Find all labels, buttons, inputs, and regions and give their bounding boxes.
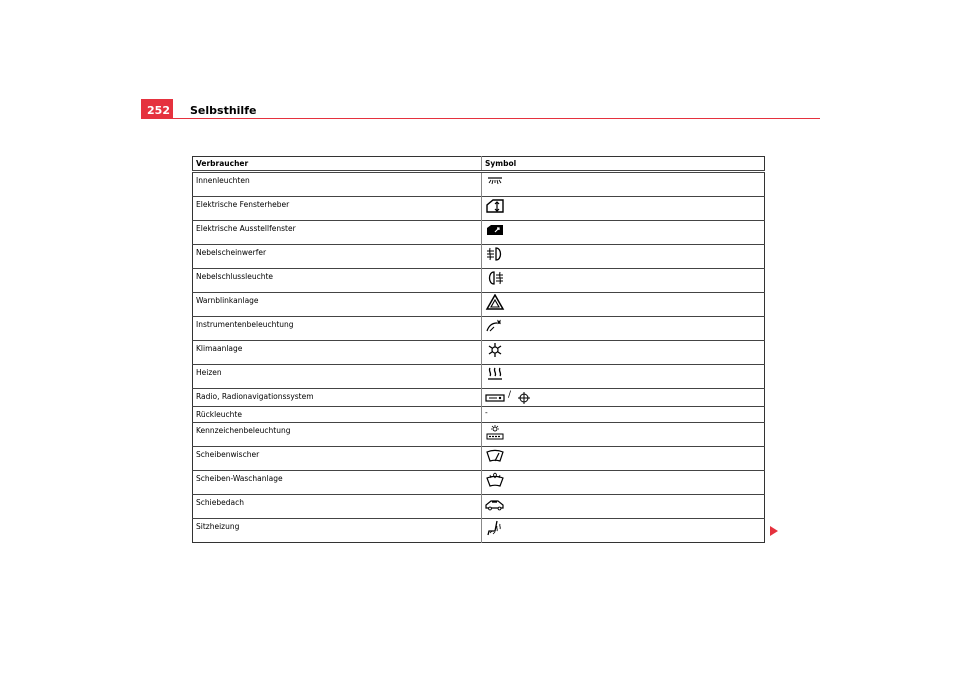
table-row — [193, 423, 765, 447]
table-row — [193, 389, 765, 407]
hazard-icon — [485, 294, 505, 310]
washer-icon — [485, 472, 505, 488]
power-window-icon — [485, 198, 505, 214]
table-row — [193, 317, 765, 341]
ac-icon — [485, 342, 505, 358]
symbol-cell — [482, 341, 765, 365]
consumer-name: Klimaanlage — [193, 341, 482, 365]
header-rule — [141, 118, 820, 119]
symbol-cell — [482, 269, 765, 293]
consumer-name: Heizen — [193, 365, 482, 389]
column-header-symbol: Symbol — [482, 157, 765, 172]
symbol-cell — [482, 293, 765, 317]
table-row — [193, 245, 765, 269]
next-page-arrow-icon — [770, 526, 778, 536]
table-row — [193, 341, 765, 365]
consumer-name: Rückleuchte — [193, 407, 482, 423]
consumer-name: Scheibenwischer — [193, 447, 482, 471]
fog-light-icon — [485, 246, 505, 262]
symbol-cell — [482, 519, 765, 543]
consumer-name: Warnblinkanlage — [193, 293, 482, 317]
rear-fog-light-icon — [485, 270, 505, 286]
symbol-separator: / — [508, 390, 512, 400]
symbol-text: - — [482, 407, 765, 423]
page-title: Selbsthilfe — [190, 104, 257, 117]
sunroof-icon — [485, 496, 505, 512]
consumer-name: Schiebedach — [193, 495, 482, 519]
consumer-name: Scheiben-Waschanlage — [193, 471, 482, 495]
table-row — [193, 519, 765, 543]
symbol-cell — [482, 172, 765, 197]
consumer-name: Elektrische Ausstellfenster — [193, 221, 482, 245]
symbol-cell — [482, 221, 765, 245]
consumer-name: Innenleuchten — [193, 172, 482, 197]
table-row — [193, 407, 765, 423]
table-row — [193, 447, 765, 471]
symbol-cell — [482, 389, 765, 407]
page-number: 252 — [141, 99, 173, 118]
table-row — [193, 365, 765, 389]
table-row — [193, 172, 765, 197]
consumer-name: Nebelschlussleuchte — [193, 269, 482, 293]
table-row — [193, 293, 765, 317]
instrument-light-icon — [485, 318, 505, 334]
symbol-cell — [482, 245, 765, 269]
symbol-cell — [482, 365, 765, 389]
radio-icon — [485, 390, 505, 406]
seat-heating-icon — [485, 520, 505, 536]
symbol-cell — [482, 447, 765, 471]
table-row — [193, 495, 765, 519]
table-row — [193, 269, 765, 293]
interior-light-icon — [485, 174, 505, 190]
table-row — [193, 471, 765, 495]
consumer-name: Sitzheizung — [193, 519, 482, 543]
vent-window-icon — [485, 222, 505, 238]
consumer-name: Instrumentenbeleuchtung — [193, 317, 482, 341]
license-plate-light-icon — [485, 424, 505, 440]
consumer-name: Elektrische Fensterheber — [193, 197, 482, 221]
consumer-name: Radio, Radionavigationssystem — [193, 389, 482, 407]
consumer-name: Kennzeichenbeleuchtung — [193, 423, 482, 447]
consumer-name: Nebelscheinwerfer — [193, 245, 482, 269]
consumer-symbol-table — [192, 156, 765, 543]
navigation-icon — [514, 390, 534, 406]
table-row — [193, 221, 765, 245]
table-row — [193, 197, 765, 221]
wiper-icon — [485, 448, 505, 464]
symbol-cell — [482, 423, 765, 447]
heating-icon — [485, 366, 505, 382]
symbol-cell — [482, 495, 765, 519]
symbol-cell — [482, 317, 765, 341]
symbol-cell — [482, 197, 765, 221]
symbol-cell — [482, 471, 765, 495]
table-header-row — [193, 157, 765, 172]
column-header-consumer: Verbraucher — [193, 157, 482, 172]
